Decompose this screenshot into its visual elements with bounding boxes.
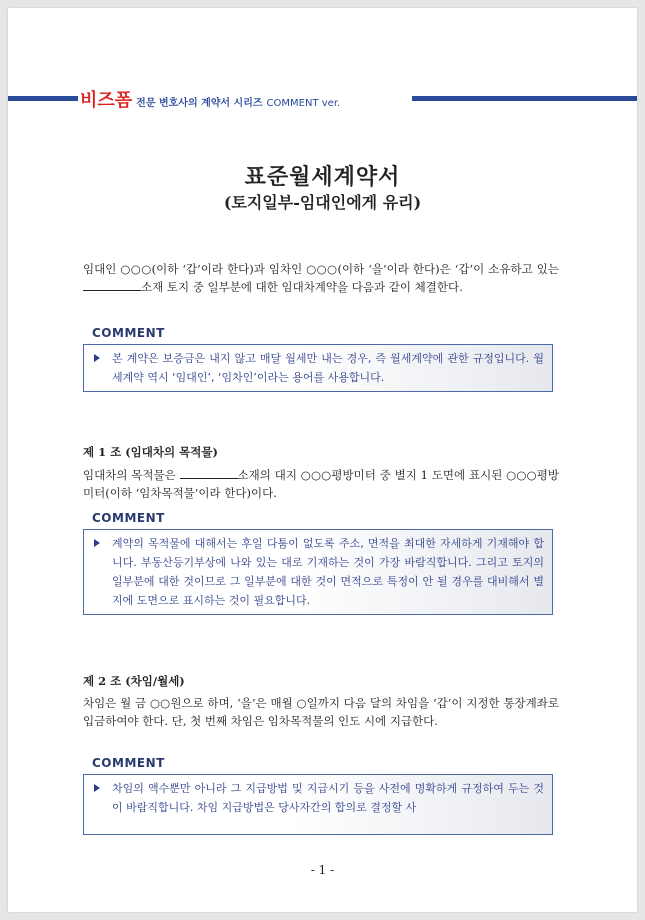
address-blank bbox=[180, 467, 238, 479]
series-name: 전문 변호사의 계약서 시리즈 bbox=[136, 98, 263, 109]
article-2-heading: 제 2 조 (차임/월세) bbox=[83, 674, 185, 688]
document-page bbox=[8, 8, 637, 912]
series-header bbox=[8, 90, 637, 110]
intro-paragraph: 임대인 ○○○(이하 ‘갑’이라 한다)과 임차인 ○○○(이하 ‘을’이라 한다)은 ‘갑’이 소유하고 있는 소재 토지 중 일부분에 대한 임대차계약을 다음과 같이 체결한다. bbox=[83, 262, 559, 294]
page-number: - 1 - bbox=[310, 863, 335, 877]
brand-logo: 비즈폼 bbox=[80, 90, 133, 111]
comment-label: COMMENT bbox=[92, 326, 165, 340]
comment-box: 본 계약은 보증금은 내지 않고 매달 월세만 내는 경우, 즉 월세계약에 관한 규정입니다. 월세계약 역시 ‘임대인’, ‘임차인’이라는 용어를 사용합니다. bbox=[83, 344, 553, 392]
document-title: 표준월세계약서 bbox=[244, 164, 401, 190]
article-1-text: 임대차의 목적물은 소재의 대지 ○○○평방미터 중 별지 1 도면에 표시된 ○○○평방미터(이하 ‘임차목적물’이라 한다)이다. bbox=[83, 468, 559, 500]
bullet-triangle-icon bbox=[94, 539, 100, 547]
comment-box: 차임의 액수뿐만 아니라 그 지급방법 및 지급시기 등을 사전에 명확하게 규정하여 두는 것이 바람직합니다. 차임 지급방법은 당사자간의 합의로 결정할 사 bbox=[83, 774, 553, 835]
header-rule-left bbox=[8, 96, 78, 101]
comment-label: COMMENT bbox=[92, 756, 165, 770]
comment-box: 계약의 목적물에 대해서는 후일 다툼이 없도록 주소, 면적을 최대한 자세하게 기재해야 합니다. 부동산등기부상에 나와 있는 대로 기재하는 것이 가장 바람직합니다. 그리고 토지의 일부분에 대한 것이므로 그 일부분에 대한 것이 면적으로 특정이 안 될 경우를 대비해서 별지에 도면으로 표시하는 것이 필요합니다. bbox=[83, 529, 553, 615]
document-subtitle: (토지일부-임대인에게 유리) bbox=[223, 193, 422, 212]
header-rule-right bbox=[412, 96, 637, 101]
version-label: COMMENT ver. bbox=[266, 98, 341, 109]
bullet-triangle-icon bbox=[94, 354, 100, 362]
comment-label: COMMENT bbox=[92, 511, 165, 525]
article-1-heading: 제 1 조 (임대차의 목적물) bbox=[83, 445, 218, 459]
article-2-text: 차임은 월 금 ○○원으로 하며, ‘을’은 매월 ○일까지 다음 달의 차임을 ‘갑’이 지정한 통장계좌로 입금하여야 한다. 단, 첫 번째 차임은 임차목적물의 인도 시에 지급한다. bbox=[83, 696, 559, 728]
bullet-triangle-icon bbox=[94, 784, 100, 792]
address-blank bbox=[83, 279, 141, 291]
